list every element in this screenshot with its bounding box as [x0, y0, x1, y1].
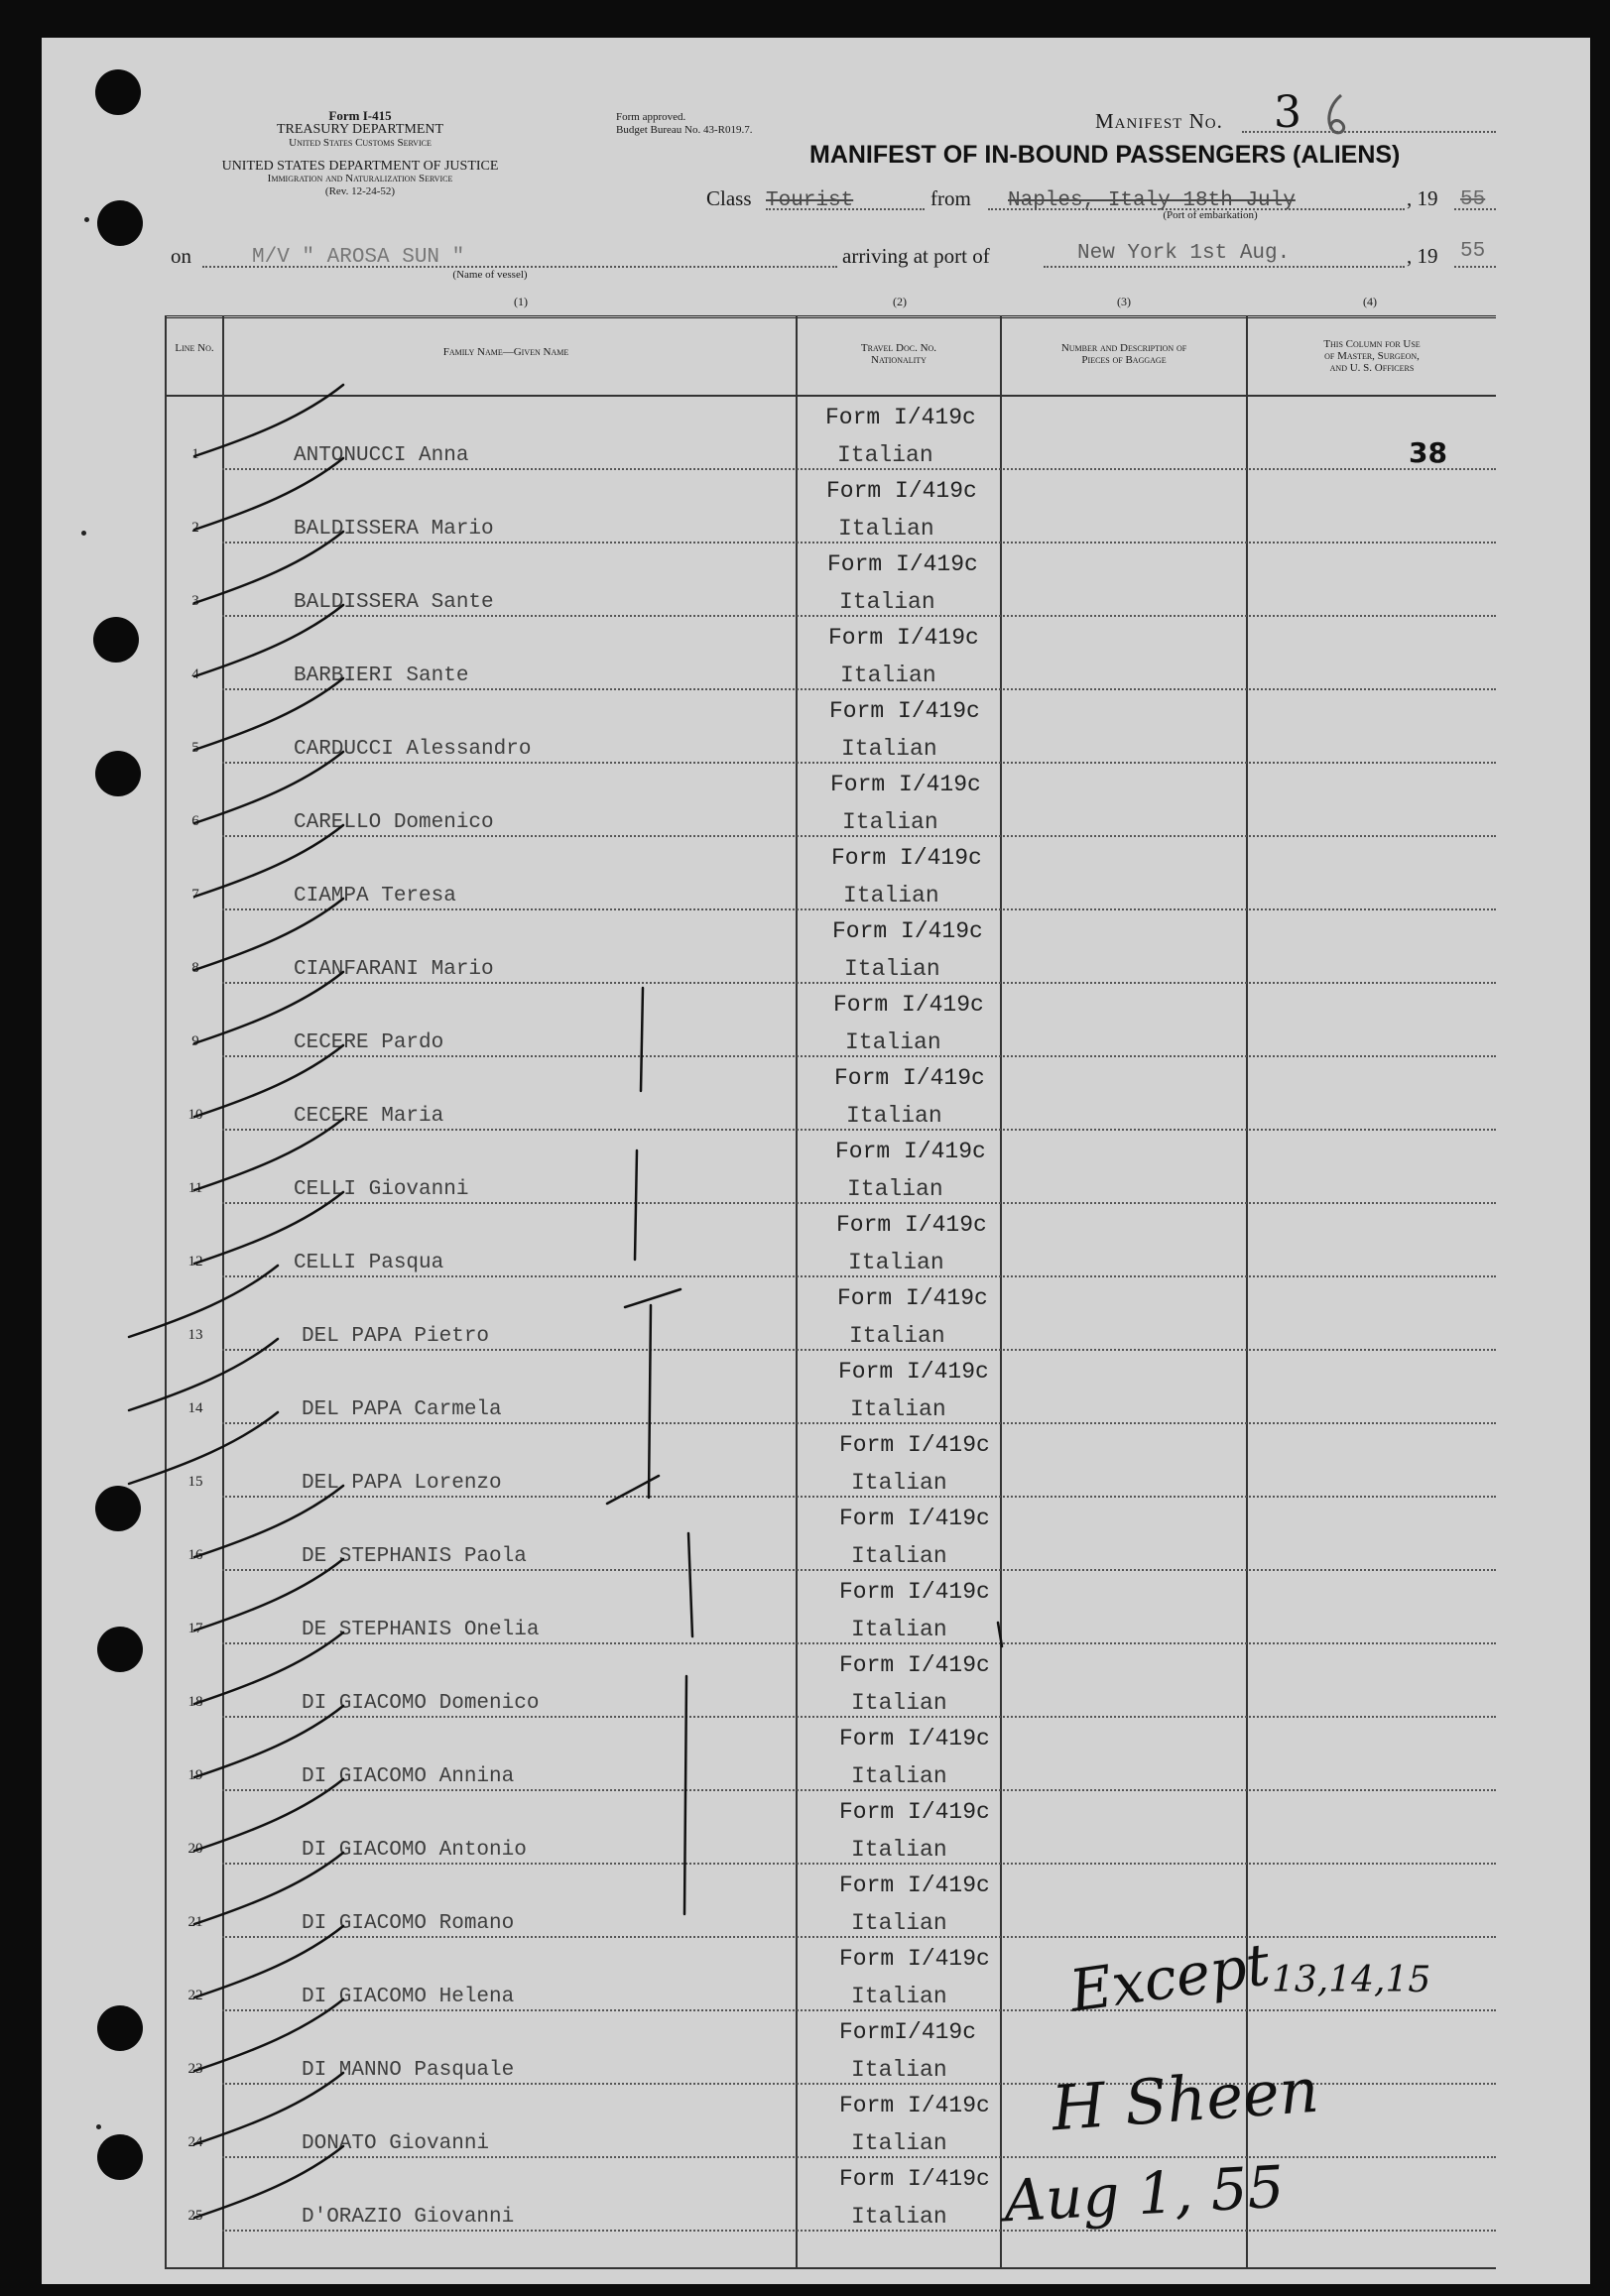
- row-nationality: Italian: [851, 2057, 947, 2083]
- row-travel-doc: Form I/419c: [829, 698, 980, 724]
- check-stroke: [194, 1045, 343, 1117]
- check-stroke: [625, 1289, 681, 1307]
- row-line-number: 6: [191, 813, 199, 829]
- check-stroke: [688, 1533, 692, 1636]
- row-line-number: 12: [187, 1254, 203, 1269]
- row-nationality: Italian: [849, 1323, 945, 1349]
- header-officers-use-2: of Master, Surgeon,: [1324, 350, 1420, 362]
- row-travel-doc: Form I/419c: [825, 405, 976, 430]
- row-line-number: 11: [187, 1180, 203, 1196]
- row-nationality: Italian: [839, 589, 935, 615]
- check-stroke: [194, 1779, 343, 1851]
- row-line-number: 3: [191, 593, 199, 609]
- passenger-count: 38: [1409, 436, 1447, 469]
- check-stroke: [641, 988, 643, 1091]
- row-nationality: Italian: [851, 1543, 947, 1569]
- row-nationality: Italian: [850, 1396, 946, 1422]
- row-nationality: Italian: [851, 1690, 947, 1716]
- check-stroke: [129, 1412, 278, 1484]
- check-stroke: [684, 1676, 686, 1914]
- row-travel-doc: Form I/419c: [833, 992, 984, 1018]
- row-passenger-name: DEL PAPA Lorenzo: [302, 1472, 502, 1495]
- header-nationality: Nationality: [871, 354, 927, 366]
- column-number-4: (4): [1363, 295, 1377, 308]
- check-stroke: [194, 458, 343, 530]
- row-line-number: 2: [191, 520, 199, 536]
- row-passenger-name: ANTONUCCI Anna: [294, 444, 469, 467]
- row-travel-doc: FormI/419c: [839, 2019, 977, 2045]
- row-travel-doc: Form I/419c: [836, 1212, 987, 1238]
- row-passenger-name: DE STEPHANIS Paola: [302, 1545, 527, 1568]
- arriving-year-prefix: , 19: [1407, 244, 1438, 268]
- column-number-2: (2): [893, 295, 907, 308]
- row-travel-doc: Form I/419c: [828, 625, 979, 651]
- row-passenger-name: BALDISSERA Sante: [294, 591, 494, 614]
- row-nationality: Italian: [842, 809, 938, 835]
- check-stroke: [194, 678, 343, 750]
- class-label: Class: [706, 186, 752, 210]
- manifest-number: 3: [1274, 87, 1301, 138]
- vessel-caption: (Name of vessel): [452, 269, 528, 281]
- check-stroke: [194, 385, 343, 456]
- from-year-prefix: , 19: [1407, 186, 1438, 210]
- row-travel-doc: Form I/419c: [839, 2093, 990, 2118]
- row-line-number: 18: [187, 1694, 203, 1710]
- row-line-number: 10: [187, 1107, 203, 1123]
- row-nationality: Italian: [851, 1910, 947, 1936]
- budget-bureau: Budget Bureau No. 43-R019.7.: [616, 124, 753, 136]
- row-travel-doc: Form I/419c: [838, 1359, 989, 1385]
- customs-service: United States Customs Service: [289, 137, 432, 149]
- check-stroke: [194, 2146, 343, 2218]
- check-stroke: [998, 1623, 1002, 1646]
- row-line-number: 16: [187, 1547, 203, 1563]
- check-stroke: [194, 1926, 343, 1997]
- row-passenger-name: DONATO Giovanni: [302, 2132, 490, 2155]
- row-travel-doc: Form I/419c: [830, 772, 981, 797]
- row-travel-doc: Form I/419c: [831, 845, 982, 871]
- treasury-dept: TREASURY DEPARTMENT: [276, 122, 444, 137]
- row-travel-doc: Form I/419c: [839, 1652, 990, 1678]
- arriving-year: 55: [1460, 240, 1486, 263]
- row-line-number: 13: [187, 1327, 203, 1343]
- check-stroke: [194, 825, 343, 897]
- form-approved: Form approved.: [616, 111, 686, 123]
- row-nationality: Italian: [851, 1470, 947, 1496]
- class-value: Tourist: [766, 189, 854, 212]
- revision-date: (Rev. 12-24-52): [324, 185, 396, 197]
- row-travel-doc: Form I/419c: [839, 1726, 990, 1752]
- arriving-label: arriving at port of: [842, 244, 990, 268]
- column-number-1: (1): [514, 295, 528, 308]
- check-stroke: [194, 605, 343, 676]
- check-stroke: [194, 1853, 343, 1924]
- check-stroke: [194, 1559, 343, 1631]
- row-line-number: 7: [191, 887, 199, 903]
- header-line-no: Line No.: [175, 342, 214, 354]
- row-line-number: 22: [187, 1988, 203, 2003]
- justice-dept: UNITED STATES DEPARTMENT OF JUSTICE: [221, 159, 499, 174]
- row-nationality: Italian: [841, 736, 937, 762]
- from-year: 55: [1460, 188, 1486, 211]
- row-passenger-name: DI GIACOMO Domenico: [302, 1692, 540, 1715]
- row-line-number: 20: [187, 1841, 203, 1857]
- row-travel-doc: Form I/419c: [839, 1873, 990, 1898]
- row-nationality: Italian: [845, 1029, 941, 1055]
- row-line-number: 14: [187, 1400, 203, 1416]
- row-line-number: 24: [187, 2134, 203, 2150]
- check-stroke: [194, 899, 343, 970]
- check-stroke: [649, 1305, 651, 1498]
- row-travel-doc: Form I/419c: [826, 478, 977, 504]
- row-line-number: 8: [191, 960, 199, 976]
- check-stroke: [194, 752, 343, 823]
- from-value: Naples, Italy 18th July: [1008, 189, 1296, 212]
- check-stroke: [194, 1192, 343, 1264]
- row-travel-doc: Form I/419c: [839, 1579, 990, 1605]
- header-baggage-2: Pieces of Baggage: [1081, 354, 1167, 366]
- row-travel-doc: Form I/419c: [839, 1506, 990, 1531]
- row-passenger-name: CIANFARANI Mario: [294, 958, 494, 981]
- check-stroke: [194, 1486, 343, 1557]
- row-nationality: Italian: [847, 1176, 943, 1202]
- row-line-number: 1: [191, 446, 199, 462]
- row-nationality: Italian: [851, 2204, 947, 2230]
- row-passenger-name: DEL PAPA Carmela: [302, 1398, 502, 1421]
- row-passenger-name: DI MANNO Pasquale: [302, 2059, 515, 2082]
- row-travel-doc: Form I/419c: [839, 1432, 990, 1458]
- row-travel-doc: Form I/419c: [839, 1799, 990, 1825]
- row-line-number: 21: [187, 1914, 203, 1930]
- row-line-number: 23: [187, 2061, 203, 2077]
- row-travel-doc: Form I/419c: [837, 1285, 988, 1311]
- row-nationality: Italian: [851, 1837, 947, 1863]
- row-nationality: Italian: [844, 956, 940, 982]
- row-passenger-name: CARELLO Domenico: [294, 811, 494, 834]
- row-passenger-name: CELLI Pasqua: [294, 1252, 444, 1274]
- row-passenger-name: DI GIACOMO Annina: [302, 1765, 515, 1788]
- row-line-number: 17: [187, 1621, 203, 1636]
- row-travel-doc: Form I/419c: [839, 1946, 990, 1972]
- except-note: Except: [1065, 1930, 1275, 2025]
- check-stroke: [129, 1266, 278, 1337]
- header-officers-use: This Column for Use: [1323, 338, 1421, 350]
- immigration-service: Immigration and Naturalization Service: [267, 173, 453, 184]
- row-line-number: 4: [191, 666, 199, 682]
- except-lines-note: 13,14,15: [1272, 1960, 1431, 2000]
- check-stroke: [194, 972, 343, 1043]
- check-stroke: [194, 1706, 343, 1777]
- row-line-number: 15: [187, 1474, 203, 1490]
- vessel-name: M/V " AROSA SUN ": [252, 246, 465, 269]
- row-nationality: Italian: [837, 442, 933, 468]
- row-line-number: 9: [191, 1033, 199, 1049]
- row-nationality: Italian: [846, 1103, 942, 1129]
- check-stroke: [607, 1476, 659, 1504]
- from-label: from: [930, 186, 971, 210]
- row-passenger-name: BALDISSERA Mario: [294, 518, 494, 541]
- row-passenger-name: CELLI Giovanni: [294, 1178, 469, 1201]
- row-travel-doc: Form I/419c: [832, 918, 983, 944]
- check-stroke: [194, 1632, 343, 1704]
- on-label: on: [171, 244, 191, 268]
- row-nationality: Italian: [851, 2130, 947, 2156]
- row-travel-doc: Form I/419c: [835, 1139, 986, 1164]
- header-travel-doc: Travel Doc. No.: [860, 342, 937, 354]
- row-passenger-name: DI GIACOMO Antonio: [302, 1839, 527, 1862]
- row-nationality: Italian: [838, 516, 934, 542]
- header-baggage: Number and Description of: [1060, 342, 1187, 354]
- inspection-date-note: Aug 1, 55: [1002, 2152, 1286, 2236]
- row-nationality: Italian: [843, 883, 939, 908]
- inspector-signature: H Sheen: [1049, 2053, 1321, 2145]
- check-stroke: [194, 532, 343, 603]
- row-nationality: Italian: [840, 663, 936, 688]
- arriving-value: New York 1st Aug.: [1077, 242, 1291, 265]
- row-travel-doc: Form I/419c: [834, 1065, 985, 1091]
- header-name: Family Name—Given Name: [442, 346, 569, 358]
- row-nationality: Italian: [848, 1250, 944, 1275]
- row-nationality: Italian: [851, 1984, 947, 2009]
- manifest-title: MANIFEST OF IN-BOUND PASSENGERS (ALIENS): [809, 141, 1401, 169]
- row-travel-doc: Form I/419c: [839, 2166, 990, 2192]
- port-embarkation-caption: (Port of embarkation): [1163, 209, 1258, 221]
- check-stroke: [129, 1339, 278, 1410]
- form-number: Form I-415: [328, 108, 392, 123]
- column-number-3: (3): [1117, 295, 1131, 308]
- row-passenger-name: DEL PAPA Pietro: [302, 1325, 490, 1348]
- row-passenger-name: DE STEPHANIS Onelia: [302, 1619, 540, 1641]
- row-passenger-name: CARDUCCI Alessandro: [294, 738, 532, 761]
- row-passenger-name: BARBIERI Sante: [294, 665, 469, 687]
- check-stroke: [194, 1119, 343, 1190]
- header-officers-use-3: and U. S. Officers: [1329, 362, 1415, 374]
- check-stroke: [635, 1150, 637, 1260]
- row-nationality: Italian: [851, 1763, 947, 1789]
- row-line-number: 5: [191, 740, 199, 756]
- row-passenger-name: CECERE Pardo: [294, 1031, 444, 1054]
- row-line-number: 19: [187, 1767, 203, 1783]
- row-passenger-name: DI GIACOMO Helena: [302, 1986, 515, 2008]
- row-passenger-name: DI GIACOMO Romano: [302, 1912, 515, 1935]
- row-nationality: Italian: [851, 1617, 947, 1642]
- manifest-label: Manifest No.: [1095, 109, 1223, 133]
- row-line-number: 25: [187, 2208, 203, 2224]
- row-passenger-name: CIAMPA Teresa: [294, 885, 456, 907]
- row-passenger-name: CECERE Maria: [294, 1105, 444, 1128]
- check-stroke: [194, 1999, 343, 2071]
- row-travel-doc: Form I/419c: [827, 551, 978, 577]
- row-passenger-name: D'ORAZIO Giovanni: [302, 2206, 515, 2229]
- check-stroke: [194, 2073, 343, 2144]
